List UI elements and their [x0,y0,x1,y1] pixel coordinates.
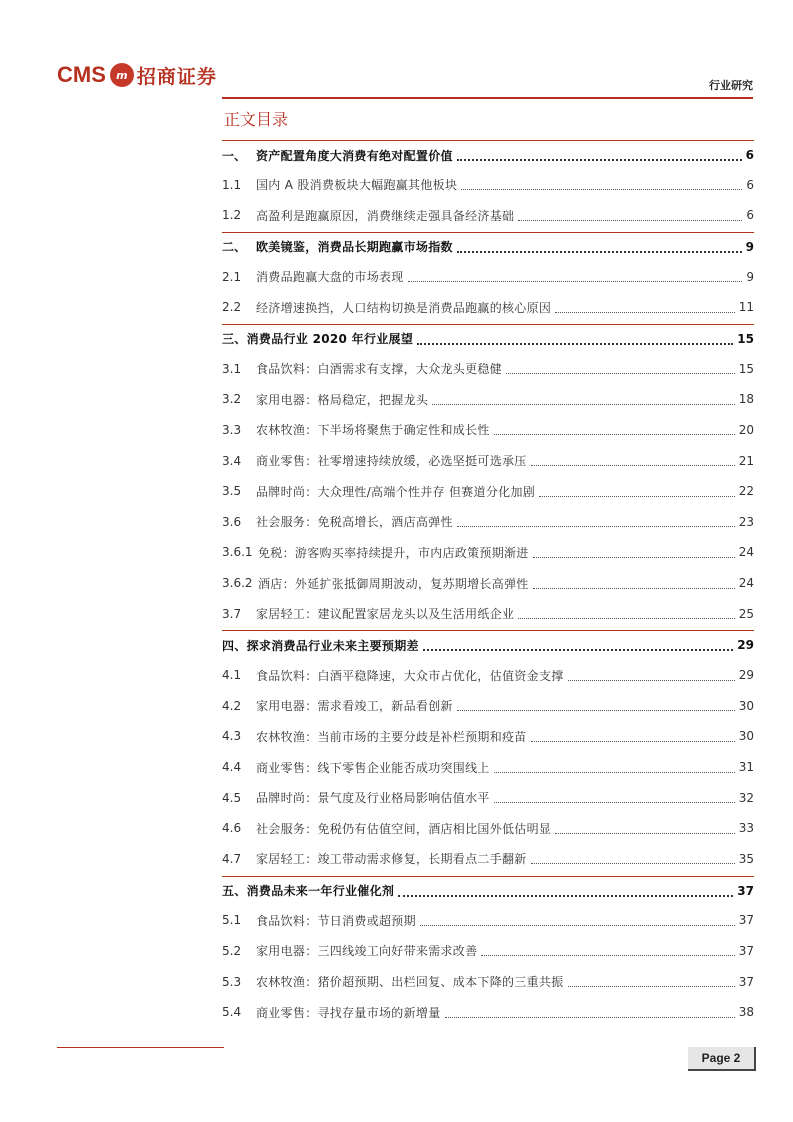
toc-entry-title: 食品饮料：节日消费或超预期 [256,913,416,928]
toc-entry[interactable] [222,355,754,383]
logo-badge-icon: m [110,63,134,87]
toc-entry-number: 1.2 [222,208,242,223]
toc-entry-page: 15 [738,361,754,376]
toc-entry[interactable] [222,998,754,1026]
toc-entry-title: 农林牧渔：下半场将聚焦于确定性和成长性 [256,423,490,438]
toc-leader-dots [568,680,735,681]
toc-entry-number: 2.2 [222,300,242,315]
toc-leader-dots [555,833,735,834]
toc-leader-dots [457,710,735,711]
toc-leader-dots [533,557,735,558]
toc-leader-dots [457,159,742,161]
toc-entry[interactable] [222,508,754,536]
toc-entry-title: 五、消费品未来一年行业催化剂 [222,884,395,899]
toc-entry-title: 食品饮料：白酒平稳降速，大众市占优化，估值资金支撑 [256,668,564,683]
toc-leader-dots [457,251,742,253]
toc-entry-title: 三、消费品行业 2020 年行业展望 [222,332,414,347]
toc-entry[interactable] [222,293,754,321]
toc-entry-title: 社会服务：免税高增长，酒店高弹性 [256,515,453,530]
logo-chinese-text: 招商证券 [136,65,217,88]
toc-section-entry[interactable] [222,876,754,905]
toc-entry-page: 9 [746,269,754,284]
toc-entry-number: 4.6 [222,821,242,836]
toc-leader-dots [568,986,735,987]
report-category: 行业研究 [709,79,753,92]
toc-leader-dots [420,925,735,926]
toc-entry-number: 3.4 [222,453,242,468]
toc-entry-page: 22 [738,484,754,499]
toc-entry-title: 家用电器：格局稳定，把握龙头 [256,392,429,407]
toc-entry[interactable] [222,814,754,842]
toc-entry-page: 33 [738,821,754,836]
toc-entry-page: 29 [737,638,754,653]
toc-entry-page: 11 [738,300,754,315]
toc-leader-dots [461,189,742,190]
toc-entry-number: 5.2 [222,943,242,958]
toc-entry-page: 23 [738,514,754,529]
toc-leader-dots [423,649,733,651]
toc-entry-number: 二、 [222,240,247,255]
toc-leader-dots [398,895,733,897]
toc-entry[interactable] [222,937,754,965]
toc-leader-dots [432,404,735,405]
toc-entry[interactable] [222,722,754,750]
toc-section-entry[interactable] [222,232,754,261]
toc-entry-title: 高盈利是跑赢原因，消费继续走强具备经济基础 [256,208,515,223]
toc-entry-number: 一、 [222,148,247,163]
toc-entry-title: 消费品跑赢大盘的市场表现 [256,270,404,285]
toc-entry-page: 31 [738,760,754,774]
toc-section-entry[interactable] [222,140,754,169]
toc-entry-page: 37 [737,883,754,898]
toc-entry-title: 家居轻工：竣工带动需求修复，长期看点二手翻新 [256,852,527,867]
toc-entry-number: 2.1 [222,269,242,284]
toc-entry[interactable] [222,569,754,597]
toc-entry[interactable] [222,784,754,812]
toc-leader-dots [494,772,735,773]
toc-entry-number: 5.1 [222,913,242,928]
header-divider [222,97,753,99]
toc-entry-number: 3.7 [222,606,242,621]
toc-entry-number: 4.5 [222,790,242,805]
toc-entry-number: 3.2 [222,392,242,407]
toc-entry[interactable] [222,753,754,781]
toc-entry-page: 32 [738,790,754,805]
toc-entry-title: 免税：游客购买率持续提升，市内店政策预期渐进 [258,545,529,560]
toc-leader-dots [481,955,734,956]
toc-entry[interactable] [222,477,754,505]
toc-entry-page: 24 [738,545,754,560]
toc-entry-page: 15 [737,331,754,346]
toc-entry-number: 3.6 [222,514,242,529]
toc-entry-title: 家用电器：三四线竣工向好带来需求改善 [256,944,478,959]
toc-entry-title: 资产配置角度大消费有绝对配置价值 [256,148,453,163]
toc-entry-title: 食品饮料：白酒需求有支撑，大众龙头更稳健 [256,362,503,377]
toc-entry-page: 30 [738,698,754,713]
toc-leader-dots [494,434,735,435]
toc-entry-page: 35 [738,851,754,866]
toc-entry-title: 家居轻工：建议配置家居龙头以及生活用纸企业 [256,607,515,622]
toc-entry-number: 5.3 [222,974,242,989]
toc-entry-number: 4.7 [222,851,242,866]
toc-entry-page: 9 [745,239,754,254]
toc-leader-dots [539,496,735,497]
toc-entry-title: 品牌时尚：景气度及行业格局影响估值水平 [256,791,490,806]
toc-entry[interactable] [222,600,754,628]
toc-entry-title: 社会服务：免税仍有估值空间，酒店相比国外低估明显 [256,821,552,836]
toc-entry-page: 6 [746,177,754,192]
toc-entry[interactable] [222,201,754,229]
toc-leader-dots [506,373,735,374]
toc-entry-number: 4.1 [222,668,242,683]
toc-leader-dots [531,465,735,466]
toc-entry-number: 5.4 [222,1005,242,1020]
toc-entry-page: 20 [738,422,754,437]
toc-leader-dots [533,588,735,589]
toc-entry-number: 3.1 [222,361,242,376]
toc-leader-dots [494,802,735,803]
toc-entry-title: 国内 A 股消费板块大幅跑赢其他板块 [256,178,458,193]
toc-entry-page: 37 [738,943,754,958]
toc-entry-number: 3.5 [222,484,242,499]
toc-entry-title: 经济增速换挡，人口结构切换是消费品跑赢的核心原因 [256,300,552,315]
toc-entry[interactable] [222,661,754,689]
toc-section-entry[interactable] [222,324,754,353]
toc-entry-number: 4.3 [222,729,242,744]
toc-entry-page: 38 [738,1005,754,1020]
toc-entry[interactable] [222,906,754,934]
toc-entry-title: 四、探求消费品行业未来主要预期差 [222,638,419,653]
toc-entry-title: 商业零售：社零增速持续放缓，必选坚挺可选承压 [256,454,527,468]
toc-entry[interactable] [222,385,754,413]
toc-entry-number: 3.6.2 [222,576,253,591]
toc-leader-dots [531,863,735,864]
toc-entry[interactable] [222,845,754,873]
toc-entry[interactable] [222,447,754,475]
toc-entry[interactable] [222,538,754,566]
toc-entry-number: 3.3 [222,422,242,437]
toc-entry-page: 29 [738,668,754,683]
toc-entry[interactable] [222,692,754,720]
toc-leader-dots [445,1017,735,1018]
toc-entry-page: 25 [738,606,754,621]
footer-divider [57,1047,224,1048]
company-logo [57,58,217,92]
toc-entry-number: 3.6.1 [222,545,253,560]
page-number: Page 2 [688,1047,756,1071]
toc-entry-title: 家用电器：需求看竣工，新品看创新 [256,699,453,714]
toc-leader-dots [531,741,735,742]
toc-entry-page: 24 [738,576,754,591]
toc-leader-dots [518,618,734,619]
toc-entry-number: 4.4 [222,760,242,774]
toc-leader-dots [457,526,735,527]
toc-entry[interactable] [222,968,754,996]
toc-entry-number: 4.2 [222,698,242,713]
toc-leader-dots [408,281,743,282]
toc-entry-title: 酒店：外延扩张抵御周期波动，复苏期增长高弹性 [258,576,529,591]
toc-entry-page: 30 [738,729,754,744]
toc-entry[interactable] [222,171,754,199]
toc-section-entry[interactable] [222,630,754,659]
toc-entry-title: 欧美镜鉴，消费品长期跑赢市场指数 [256,240,453,255]
toc-leader-dots [417,343,733,345]
logo-cms-text: CMS [57,62,106,87]
toc-entry-title: 品牌时尚：大众理性/高端个性并存 但赛道分化加剧 [256,484,536,499]
toc-entry-page: 6 [746,208,754,223]
toc-leader-dots [518,220,742,221]
toc-entry-page: 6 [745,148,754,162]
toc-leader-dots [555,312,735,313]
toc-entry-page: 37 [738,913,754,928]
toc-entry[interactable] [222,263,754,291]
toc-title: 正文目录 [224,110,289,129]
toc-entry-page: 37 [738,974,754,989]
toc-entry-page: 18 [738,392,754,407]
toc-entry-title: 商业零售：线下零售企业能否成功突围线上 [256,760,490,775]
toc-entry-page: 21 [738,453,754,468]
toc-entry-title: 商业零售：寻找存量市场的新增量 [256,1005,441,1020]
toc-entry-title: 农林牧渔：猪价超预期、出栏回复、成本下降的三重共振 [256,975,564,990]
toc-entry-number: 1.1 [222,177,242,192]
toc-entry[interactable] [222,416,754,444]
toc-entry-title: 农林牧渔：当前市场的主要分歧是补栏预期和疫苗 [256,729,527,744]
